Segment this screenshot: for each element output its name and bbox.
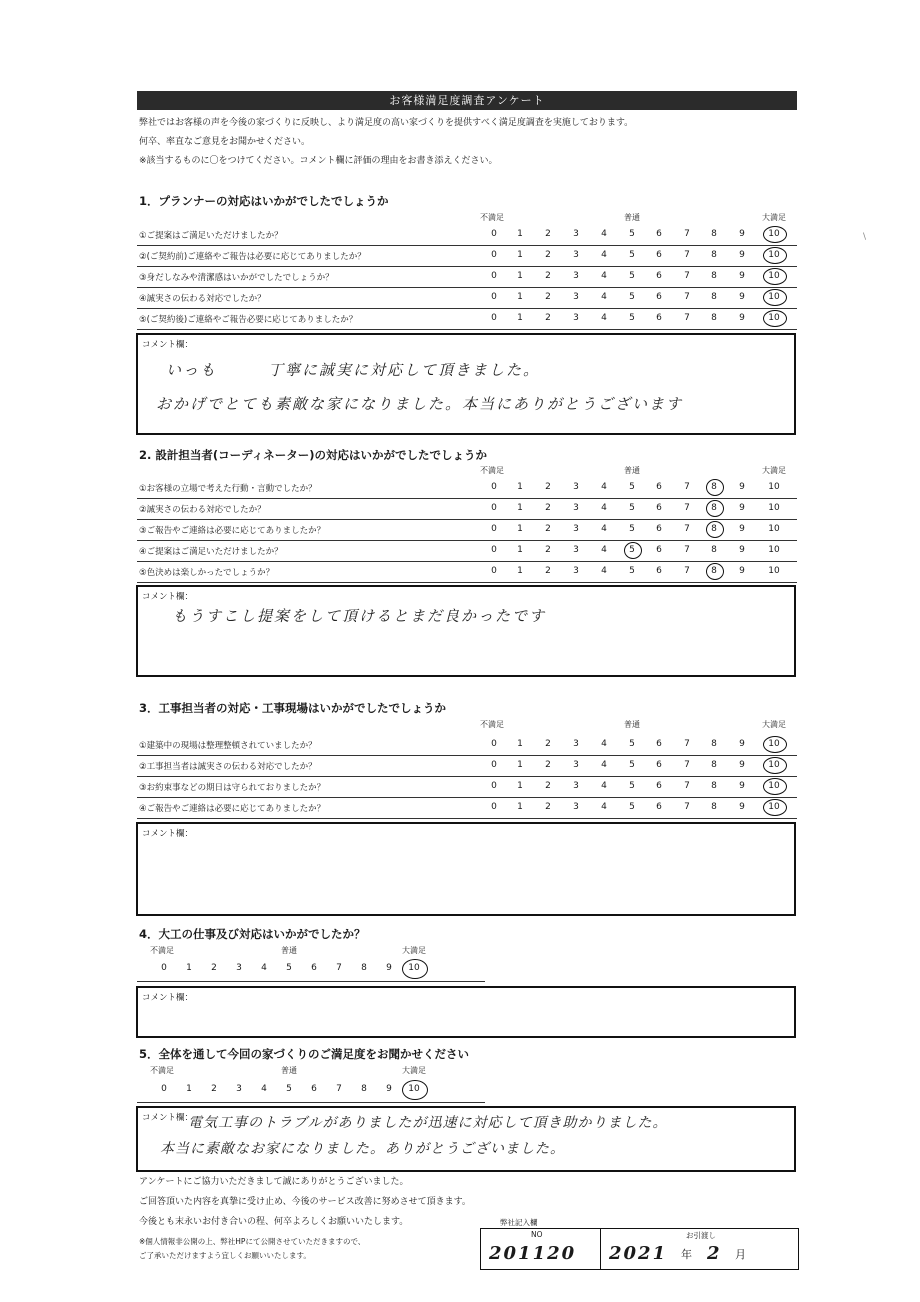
question-text: ①ご提案はご満足いただけましたか？ <box>139 231 283 241</box>
selected-answer-circle <box>402 1080 428 1100</box>
scale-option-1[interactable]: 1 <box>517 503 523 513</box>
scale-option-5[interactable]: 5 <box>629 545 635 555</box>
scale-option-7[interactable]: 7 <box>684 313 690 323</box>
scale-option-3[interactable]: 3 <box>573 292 579 302</box>
intro-line-2: 何卒、率直なご意見をお聞かせください。 <box>139 137 311 147</box>
scale-option-3[interactable]: 3 <box>573 781 579 791</box>
selected-answer-circle <box>706 479 724 496</box>
no-label: NO <box>531 1230 543 1239</box>
scale-option-5[interactable]: 5 <box>629 250 635 260</box>
scale-option-7[interactable]: 7 <box>684 292 690 302</box>
office-use-label: 弊社記入欄 <box>500 1218 538 1227</box>
scale-option-7[interactable]: 7 <box>684 545 690 555</box>
scale-option-9[interactable]: 9 <box>739 250 745 260</box>
scale-option-2[interactable]: 2 <box>545 566 551 576</box>
scale-option-1[interactable]: 1 <box>517 292 523 302</box>
scale-option-0[interactable]: 0 <box>491 802 497 812</box>
scale-option-6[interactable]: 6 <box>656 271 662 281</box>
scale-label-low: 不満足 <box>480 720 504 729</box>
scale-option-7[interactable]: 7 <box>684 566 690 576</box>
scale-option-5[interactable]: 5 <box>629 292 635 302</box>
scale-option-8[interactable]: 8 <box>711 503 717 513</box>
scale-option-10[interactable]: 10 <box>408 1084 420 1094</box>
scale-option-4[interactable]: 4 <box>261 963 267 973</box>
scale-option-8[interactable]: 8 <box>711 802 717 812</box>
scale-option-0[interactable]: 0 <box>491 545 497 555</box>
scale-option-0[interactable]: 0 <box>491 524 497 534</box>
section-title: 4．大工の仕事及び対応はいかがでしたか？ <box>139 927 366 941</box>
scale-option-7[interactable]: 7 <box>684 503 690 513</box>
question-row <box>137 267 797 288</box>
year-unit: 年 <box>681 1248 692 1261</box>
handwritten-comment: もうすこし提案をして頂けるとまだ良かったです <box>172 607 547 625</box>
scale-option-5[interactable]: 5 <box>286 963 292 973</box>
scale-option-7[interactable]: 7 <box>684 524 690 534</box>
question-text: ⑤色決めは楽しかったでしょうか？ <box>139 568 275 578</box>
scale-option-1[interactable]: 1 <box>186 1084 192 1094</box>
scale-option-10[interactable]: 10 <box>768 503 780 513</box>
scale-option-8[interactable]: 8 <box>711 482 717 492</box>
scale-option-2[interactable]: 2 <box>545 482 551 492</box>
scale-option-7[interactable]: 7 <box>684 271 690 281</box>
scale-option-7[interactable]: 7 <box>336 963 342 973</box>
scale-option-9[interactable]: 9 <box>739 739 745 749</box>
scale-option-7[interactable]: 7 <box>684 802 690 812</box>
scale-option-9[interactable]: 9 <box>739 566 745 576</box>
scale-label-high: 大満足 <box>762 466 786 475</box>
scale-option-6[interactable]: 6 <box>656 566 662 576</box>
scale-label-high: 大満足 <box>762 720 786 729</box>
scale-option-3[interactable]: 3 <box>573 482 579 492</box>
page-title: お客様満足度調査アンケート <box>137 91 797 110</box>
scale-option-1[interactable]: 1 <box>517 545 523 555</box>
scale-option-0[interactable]: 0 <box>491 503 497 513</box>
question-text: ①建築中の現場は整理整頓されていましたか？ <box>139 741 317 751</box>
scale-option-9[interactable]: 9 <box>386 1084 392 1094</box>
question-row <box>137 562 797 583</box>
scale-option-2[interactable]: 2 <box>545 760 551 770</box>
scale-option-6[interactable]: 6 <box>311 963 317 973</box>
scale-option-2[interactable]: 2 <box>545 781 551 791</box>
scale-option-4[interactable]: 4 <box>601 524 607 534</box>
scale-option-4[interactable]: 4 <box>601 292 607 302</box>
scale-option-3[interactable]: 3 <box>236 963 242 973</box>
footer-line-3: 今後とも末永いお付き合いの程、何卒よろしくお願いいたします。 <box>139 1217 409 1227</box>
scale-option-3[interactable]: 3 <box>573 271 579 281</box>
comment-box[interactable] <box>136 585 796 677</box>
scale-option-2[interactable]: 2 <box>545 503 551 513</box>
scale-option-8[interactable]: 8 <box>361 1084 367 1094</box>
comment-box[interactable] <box>136 822 796 916</box>
scale-option-1[interactable]: 1 <box>517 566 523 576</box>
scale-option-5[interactable]: 5 <box>629 482 635 492</box>
scale-label-low: 不満足 <box>150 946 174 955</box>
section-title: 2. 設計担当者(コーディネーター)の対応はいかがでしたでしょうか <box>139 448 487 462</box>
scale-option-4[interactable]: 4 <box>601 566 607 576</box>
scale-option-1[interactable]: 1 <box>517 802 523 812</box>
scale-option-5[interactable]: 5 <box>629 802 635 812</box>
scale-option-9[interactable]: 9 <box>739 781 745 791</box>
comment-label: コメント欄： <box>142 993 194 1003</box>
handover-label: お引渡し <box>686 1231 716 1240</box>
question-row <box>137 225 797 246</box>
scale-label-high: 大満足 <box>762 213 786 222</box>
scale-option-2[interactable]: 2 <box>545 739 551 749</box>
scale-option-10[interactable]: 10 <box>768 760 780 770</box>
scale-option-4[interactable]: 4 <box>601 760 607 770</box>
selected-answer-circle <box>763 799 787 816</box>
scale-option-7[interactable]: 7 <box>684 229 690 239</box>
scale-underline <box>137 981 485 982</box>
scale-option-3[interactable]: 3 <box>573 250 579 260</box>
question-text: ⑤(ご契約後)ご連絡やご報告必要に応じてありましたか？ <box>139 315 358 325</box>
scale-option-5[interactable]: 5 <box>629 739 635 749</box>
scale-option-7[interactable]: 7 <box>684 250 690 260</box>
selected-answer-circle <box>706 521 724 538</box>
scale-option-2[interactable]: 2 <box>545 545 551 555</box>
intro-line-3: ※該当するものに〇をつけてください。コメント欄に評価の理由をお書き添えください。 <box>139 156 498 166</box>
selected-answer-circle <box>763 736 787 753</box>
section-title: 3．工事担当者の対応・工事現場はいかがでしたでしょうか <box>139 701 446 715</box>
selected-answer-circle <box>763 310 787 327</box>
comment-label: コメント欄： <box>142 340 194 350</box>
scale-option-2[interactable]: 2 <box>545 271 551 281</box>
question-row <box>137 309 797 330</box>
note-line-2: ご了承いただけますよう宜しくお願いいたします。 <box>139 1251 311 1260</box>
scale-option-10[interactable]: 10 <box>768 545 780 555</box>
selected-answer-circle <box>402 959 428 979</box>
scale-option-1[interactable]: 1 <box>517 739 523 749</box>
comment-box[interactable] <box>136 986 796 1038</box>
scale-option-5[interactable]: 5 <box>629 760 635 770</box>
scale-option-8[interactable]: 8 <box>361 963 367 973</box>
question-row <box>137 499 797 520</box>
scale-option-1[interactable]: 1 <box>517 760 523 770</box>
scale-option-9[interactable]: 9 <box>739 292 745 302</box>
month-unit: 月 <box>735 1248 746 1261</box>
scale-option-10[interactable]: 10 <box>768 739 780 749</box>
question-row <box>137 777 797 798</box>
scale-option-8[interactable]: 8 <box>711 739 717 749</box>
no-value: 201120 <box>489 1243 577 1264</box>
handwritten-comment: 電気工事のトラブルがありましたが迅速に対応して頂き助かりました。 <box>188 1115 668 1131</box>
question-row <box>137 756 797 777</box>
selected-answer-circle <box>763 289 787 306</box>
section-title: 5．全体を通して今回の家づくりのご満足度をお聞かせください <box>139 1047 469 1061</box>
selected-answer-circle <box>763 226 787 243</box>
scale-option-6[interactable]: 6 <box>656 781 662 791</box>
scale-option-1[interactable]: 1 <box>517 271 523 281</box>
scale-option-2[interactable]: 2 <box>545 229 551 239</box>
scale-option-9[interactable]: 9 <box>739 545 745 555</box>
scale-option-9[interactable]: 9 <box>739 482 745 492</box>
scale-option-2[interactable]: 2 <box>211 963 217 973</box>
selected-answer-circle <box>763 247 787 264</box>
scale-option-3[interactable]: 3 <box>573 524 579 534</box>
question-text: ①お客様の立場で考えた行動・言動でしたか？ <box>139 484 317 494</box>
scale-option-9[interactable]: 9 <box>739 229 745 239</box>
handover-month: 2 <box>707 1243 722 1264</box>
scale-option-7[interactable]: 7 <box>684 781 690 791</box>
scale-option-6[interactable]: 6 <box>656 802 662 812</box>
scale-option-5[interactable]: 5 <box>286 1084 292 1094</box>
scale-option-4[interactable]: 4 <box>601 271 607 281</box>
scale-option-10[interactable]: 10 <box>408 963 420 973</box>
question-text: ②工事担当者は誠実さの伝わる対応でしたか？ <box>139 762 317 772</box>
scale-option-9[interactable]: 9 <box>386 963 392 973</box>
scale-option-8[interactable]: 8 <box>711 313 717 323</box>
scale-option-3[interactable]: 3 <box>573 760 579 770</box>
scale-option-0[interactable]: 0 <box>491 292 497 302</box>
scale-option-4[interactable]: 4 <box>601 545 607 555</box>
comment-label: コメント欄： <box>142 829 194 839</box>
scale-option-0[interactable]: 0 <box>161 963 167 973</box>
scale-option-9[interactable]: 9 <box>739 760 745 770</box>
question-text: ②誠実さの伝わる対応でしたか？ <box>139 505 266 515</box>
scale-option-0[interactable]: 0 <box>491 250 497 260</box>
scale-option-3[interactable]: 3 <box>573 229 579 239</box>
scale-option-6[interactable]: 6 <box>656 524 662 534</box>
scale-option-9[interactable]: 9 <box>739 271 745 281</box>
question-text: ④誠実さの伝わる対応でしたか？ <box>139 294 266 304</box>
selected-answer-circle <box>624 542 642 559</box>
scale-option-0[interactable]: 0 <box>491 229 497 239</box>
scale-option-5[interactable]: 5 <box>629 566 635 576</box>
question-text: ③お約束事などの期日は守られておりましたか？ <box>139 783 326 793</box>
scale-option-6[interactable]: 6 <box>656 760 662 770</box>
question-row <box>137 478 797 499</box>
scale-option-5[interactable]: 5 <box>629 524 635 534</box>
scale-option-0[interactable]: 0 <box>491 566 497 576</box>
scale-option-3[interactable]: 3 <box>573 313 579 323</box>
scale-option-4[interactable]: 4 <box>601 482 607 492</box>
scale-option-8[interactable]: 8 <box>711 545 717 555</box>
selected-answer-circle <box>706 563 724 580</box>
selected-answer-circle <box>763 778 787 795</box>
scale-option-3[interactable]: 3 <box>573 802 579 812</box>
scale-option-10[interactable]: 10 <box>768 802 780 812</box>
handwritten-comment: いっも 丁寧に誠実に対応して頂きました。 <box>166 361 541 379</box>
scale-option-7[interactable]: 7 <box>336 1084 342 1094</box>
scale-option-2[interactable]: 2 <box>211 1084 217 1094</box>
scale-option-3[interactable]: 3 <box>573 545 579 555</box>
scale-label-high: 大満足 <box>402 946 426 955</box>
question-text: ③ご報告やご連絡は必要に応じてありましたか？ <box>139 526 326 536</box>
scale-option-6[interactable]: 6 <box>311 1084 317 1094</box>
scale-option-10[interactable]: 10 <box>768 566 780 576</box>
scale-label-mid: 普通 <box>624 213 640 222</box>
scale-option-9[interactable]: 9 <box>739 802 745 812</box>
scale-option-2[interactable]: 2 <box>545 313 551 323</box>
scan-mark: \ <box>863 232 867 242</box>
scale-option-4[interactable]: 4 <box>601 503 607 513</box>
scale-option-1[interactable]: 1 <box>517 229 523 239</box>
scale-label-low: 不満足 <box>480 213 504 222</box>
scale-option-9[interactable]: 9 <box>739 503 745 513</box>
scale-underline <box>137 1102 485 1103</box>
scale-label-low: 不満足 <box>150 1066 174 1075</box>
scale-option-5[interactable]: 5 <box>629 781 635 791</box>
scale-option-1[interactable]: 1 <box>517 313 523 323</box>
scale-option-10[interactable]: 10 <box>768 781 780 791</box>
scale-option-3[interactable]: 3 <box>573 503 579 513</box>
scale-option-8[interactable]: 8 <box>711 781 717 791</box>
scale-option-0[interactable]: 0 <box>491 271 497 281</box>
question-row <box>137 541 797 562</box>
scale-label-mid: 普通 <box>624 720 640 729</box>
comment-label: コメント欄： <box>142 1113 194 1123</box>
scale-option-0[interactable]: 0 <box>491 781 497 791</box>
scale-option-1[interactable]: 1 <box>517 781 523 791</box>
scale-option-4[interactable]: 4 <box>601 229 607 239</box>
scale-option-4[interactable]: 4 <box>601 313 607 323</box>
scale-option-6[interactable]: 6 <box>656 229 662 239</box>
scale-label-mid: 普通 <box>281 1066 297 1075</box>
question-row <box>137 288 797 309</box>
note-line-1: ※個人情報非公開の上、弊社HPにて公開させていただきますので、 <box>139 1237 366 1246</box>
scale-option-3[interactable]: 3 <box>573 566 579 576</box>
scale-option-7[interactable]: 7 <box>684 739 690 749</box>
selected-answer-circle <box>763 268 787 285</box>
scale-option-8[interactable]: 8 <box>711 229 717 239</box>
section-title: 1．プランナーの対応はいかがでしたでしょうか <box>139 194 389 208</box>
footer-line-2: ご回答頂いた内容を真摯に受け止め、今後のサービス改善に努めさせて頂きます。 <box>139 1197 471 1207</box>
question-text: ③身だしなみや清潔感はいかがでしたでしょうか？ <box>139 273 334 283</box>
scale-option-6[interactable]: 6 <box>656 250 662 260</box>
scale-option-10[interactable]: 10 <box>768 482 780 492</box>
scale-label-low: 不満足 <box>480 466 504 475</box>
scale-option-8[interactable]: 8 <box>711 524 717 534</box>
scale-option-0[interactable]: 0 <box>491 313 497 323</box>
scale-option-4[interactable]: 4 <box>601 250 607 260</box>
question-row <box>137 735 797 756</box>
scale-option-0[interactable]: 0 <box>491 760 497 770</box>
question-row <box>137 798 797 819</box>
scale-label-mid: 普通 <box>281 946 297 955</box>
scale-option-6[interactable]: 6 <box>656 313 662 323</box>
question-row <box>137 246 797 267</box>
scale-option-0[interactable]: 0 <box>161 1084 167 1094</box>
scale-option-10[interactable]: 10 <box>768 250 780 260</box>
scale-option-7[interactable]: 7 <box>684 482 690 492</box>
office-use-box <box>480 1228 799 1270</box>
selected-answer-circle <box>706 500 724 517</box>
scale-option-9[interactable]: 9 <box>739 313 745 323</box>
scale-label-high: 大満足 <box>402 1066 426 1075</box>
intro-line-1: 弊社ではお客様の声を今後の家づくりに反映し、より満足度の高い家づくりを提供すべく満足度調査を実施しております。 <box>139 118 634 128</box>
scale-option-3[interactable]: 3 <box>236 1084 242 1094</box>
scale-option-4[interactable]: 4 <box>601 802 607 812</box>
scale-option-5[interactable]: 5 <box>629 271 635 281</box>
scale-option-6[interactable]: 6 <box>656 482 662 492</box>
scale-option-8[interactable]: 8 <box>711 250 717 260</box>
scale-option-4[interactable]: 4 <box>261 1084 267 1094</box>
scale-option-4[interactable]: 4 <box>601 739 607 749</box>
scale-option-10[interactable]: 10 <box>768 271 780 281</box>
scale-option-10[interactable]: 10 <box>768 229 780 239</box>
scale-option-10[interactable]: 10 <box>768 524 780 534</box>
handwritten-comment: 本当に素敵なお家になりました。ありがとうございました。 <box>160 1141 565 1157</box>
comment-box[interactable] <box>136 333 796 435</box>
scale-option-0[interactable]: 0 <box>491 739 497 749</box>
scale-option-7[interactable]: 7 <box>684 760 690 770</box>
scale-option-8[interactable]: 8 <box>711 566 717 576</box>
scale-option-2[interactable]: 2 <box>545 250 551 260</box>
selected-answer-circle <box>763 757 787 774</box>
scale-option-8[interactable]: 8 <box>711 271 717 281</box>
scale-option-6[interactable]: 6 <box>656 739 662 749</box>
question-text: ②(ご契約前)ご連絡やご報告は必要に応じてありましたか？ <box>139 252 366 262</box>
scale-option-1[interactable]: 1 <box>517 250 523 260</box>
scale-option-2[interactable]: 2 <box>545 292 551 302</box>
scale-option-5[interactable]: 5 <box>629 313 635 323</box>
question-row <box>137 520 797 541</box>
comment-label: コメント欄： <box>142 592 194 602</box>
footer-line-1: アンケートにご協力いただきまして誠にありがとうございました。 <box>139 1177 409 1187</box>
scale-option-1[interactable]: 1 <box>517 524 523 534</box>
question-text: ④ご報告やご連絡は必要に応じてありましたか？ <box>139 804 326 814</box>
scale-option-10[interactable]: 10 <box>768 292 780 302</box>
scale-option-8[interactable]: 8 <box>711 760 717 770</box>
scale-option-5[interactable]: 5 <box>629 229 635 239</box>
scale-option-6[interactable]: 6 <box>656 503 662 513</box>
scale-option-1[interactable]: 1 <box>186 963 192 973</box>
scale-option-8[interactable]: 8 <box>711 292 717 302</box>
question-text: ④ご提案はご満足いただけましたか？ <box>139 547 283 557</box>
scale-option-2[interactable]: 2 <box>545 524 551 534</box>
scale-option-1[interactable]: 1 <box>517 482 523 492</box>
scale-option-2[interactable]: 2 <box>545 802 551 812</box>
scale-option-3[interactable]: 3 <box>573 739 579 749</box>
scale-option-9[interactable]: 9 <box>739 524 745 534</box>
scale-label-mid: 普通 <box>624 466 640 475</box>
scale-option-10[interactable]: 10 <box>768 313 780 323</box>
handover-year: 2021 <box>609 1243 668 1264</box>
scale-option-4[interactable]: 4 <box>601 781 607 791</box>
scale-option-6[interactable]: 6 <box>656 545 662 555</box>
scale-option-6[interactable]: 6 <box>656 292 662 302</box>
scale-option-5[interactable]: 5 <box>629 503 635 513</box>
comment-box[interactable] <box>136 1106 796 1172</box>
handwritten-comment: おかげでとても素敵な家になりました。本当にありがとうございます <box>156 395 684 413</box>
scale-option-0[interactable]: 0 <box>491 482 497 492</box>
